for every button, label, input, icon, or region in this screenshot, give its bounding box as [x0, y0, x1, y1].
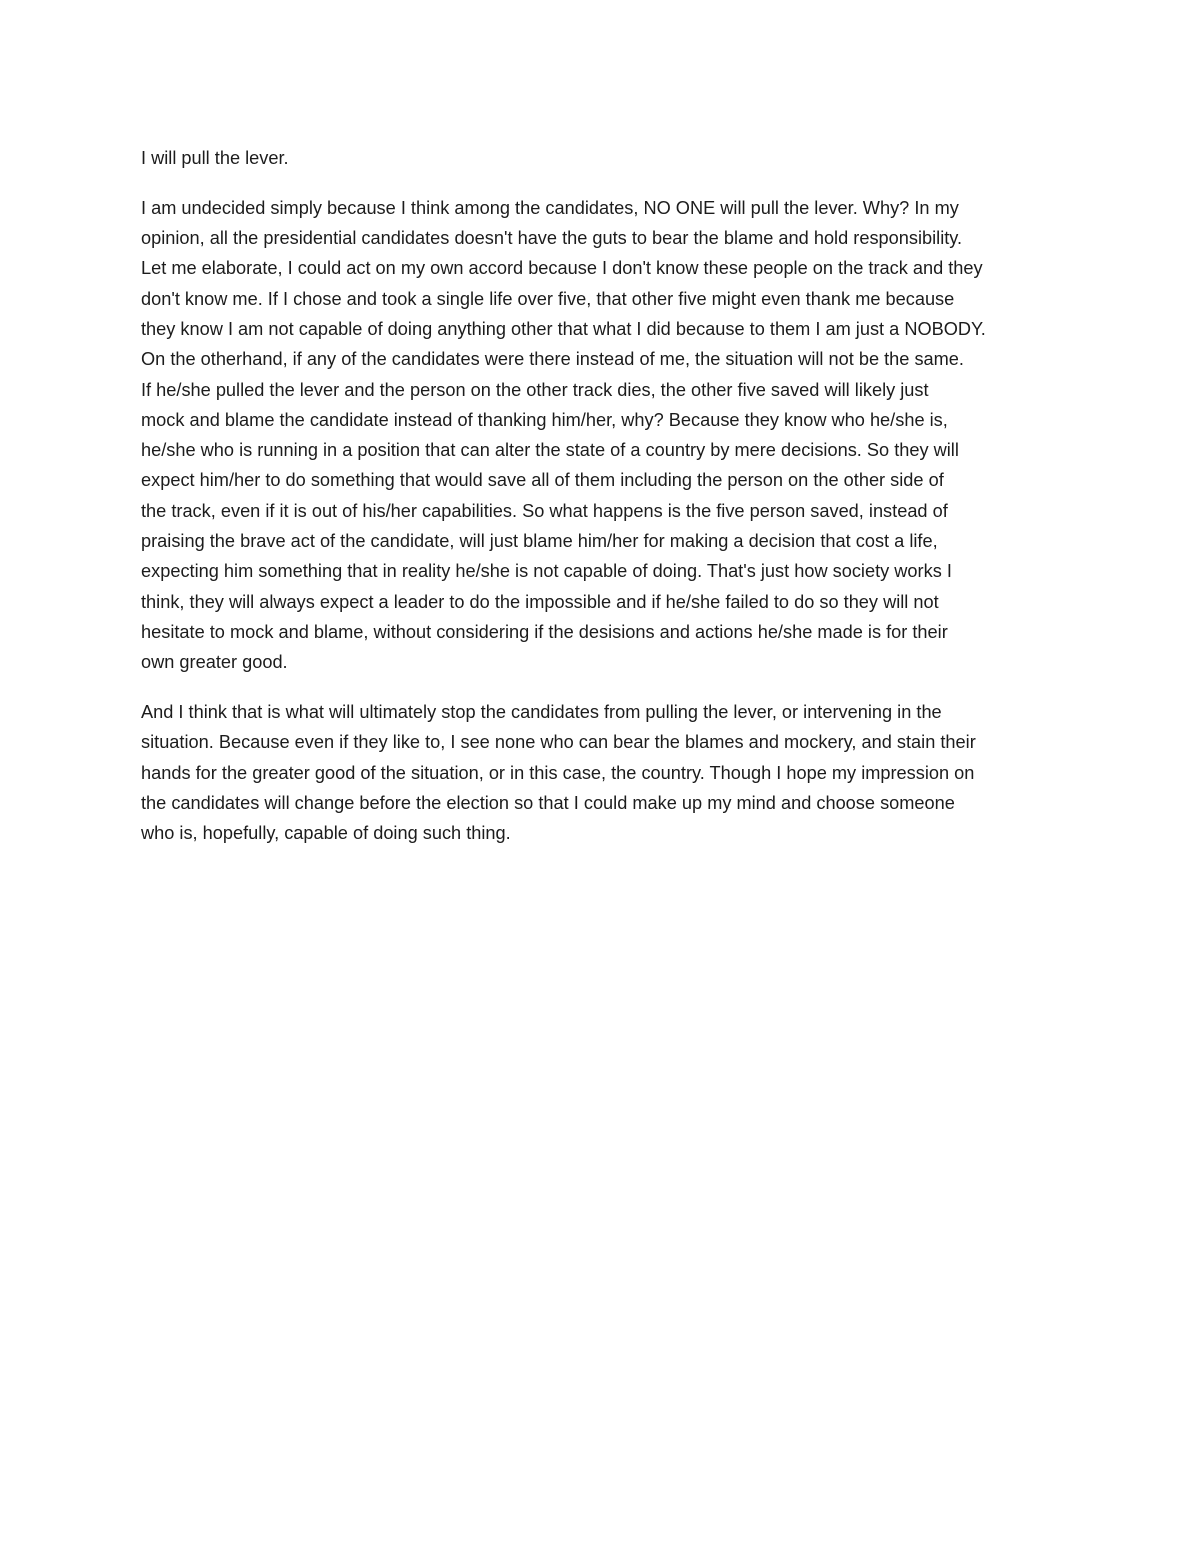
- paragraph-3: [141, 697, 1059, 848]
- text-line: I am undecided simply because I think among the candidates, NO ONE will pull the lever. Why? In my: [141, 197, 959, 218]
- text-line: opinion, all the presidential candidates doesn't have the guts to bear the blame and hold responsibility.: [141, 228, 963, 249]
- document-body: [141, 143, 1059, 868]
- text-line: Let me elaborate, I could act on my own accord because I don't know these people on the track and they: [141, 258, 983, 279]
- text-line: the candidates will change before the election so that I could make up my mind and choose someone: [141, 792, 955, 813]
- text-line: If he/she pulled the lever and the person on the other track dies, the other five saved will likely just: [141, 379, 929, 400]
- text-line: he/she who is running in a position that can alter the state of a country by mere decisions. So they will: [141, 440, 959, 461]
- text-line: who is, hopefully, capable of doing such thing.: [141, 823, 511, 844]
- text-line: own greater good.: [141, 652, 288, 673]
- text-line: On the otherhand, if any of the candidates were there instead of me, the situation will not be the same.: [141, 349, 964, 370]
- text-line: think, they will always expect a leader to do the impossible and if he/she failed to do so they will not: [141, 591, 939, 612]
- text-line: expecting him something that in reality he/she is not capable of doing. That's just how society works I: [141, 561, 952, 582]
- text-line: situation. Because even if they like to, I see none who can bear the blames and mockery, and stain their: [141, 732, 976, 753]
- text-line: they know I am not capable of doing anything other that what I did because to them I am just a NOBODY.: [141, 318, 986, 339]
- text-line: the track, even if it is out of his/her capabilities. So what happens is the five person saved, instead of: [141, 500, 948, 521]
- paragraph-1: [141, 143, 1059, 173]
- text-line: mock and blame the candidate instead of thanking him/her, why? Because they know who he/she is,: [141, 409, 948, 430]
- text-line: praising the brave act of the candidate, will just blame him/her for making a decision that cost a life,: [141, 531, 938, 552]
- text-line: hesitate to mock and blame, without considering if the desisions and actions he/she made is for their: [141, 621, 948, 642]
- text-line: And I think that is what will ultimately stop the candidates from pulling the lever, or intervening in the: [141, 702, 942, 723]
- paragraph-2: [141, 193, 1059, 678]
- text-line: I will pull the lever.: [141, 148, 289, 168]
- text-line: don't know me. If I chose and took a single life over five, that other five might even thank me because: [141, 288, 955, 309]
- text-line: hands for the greater good of the situation, or in this case, the country. Though I hope my impression on: [141, 762, 975, 783]
- text-line: expect him/her to do something that would save all of them including the person on the other side of: [141, 470, 944, 491]
